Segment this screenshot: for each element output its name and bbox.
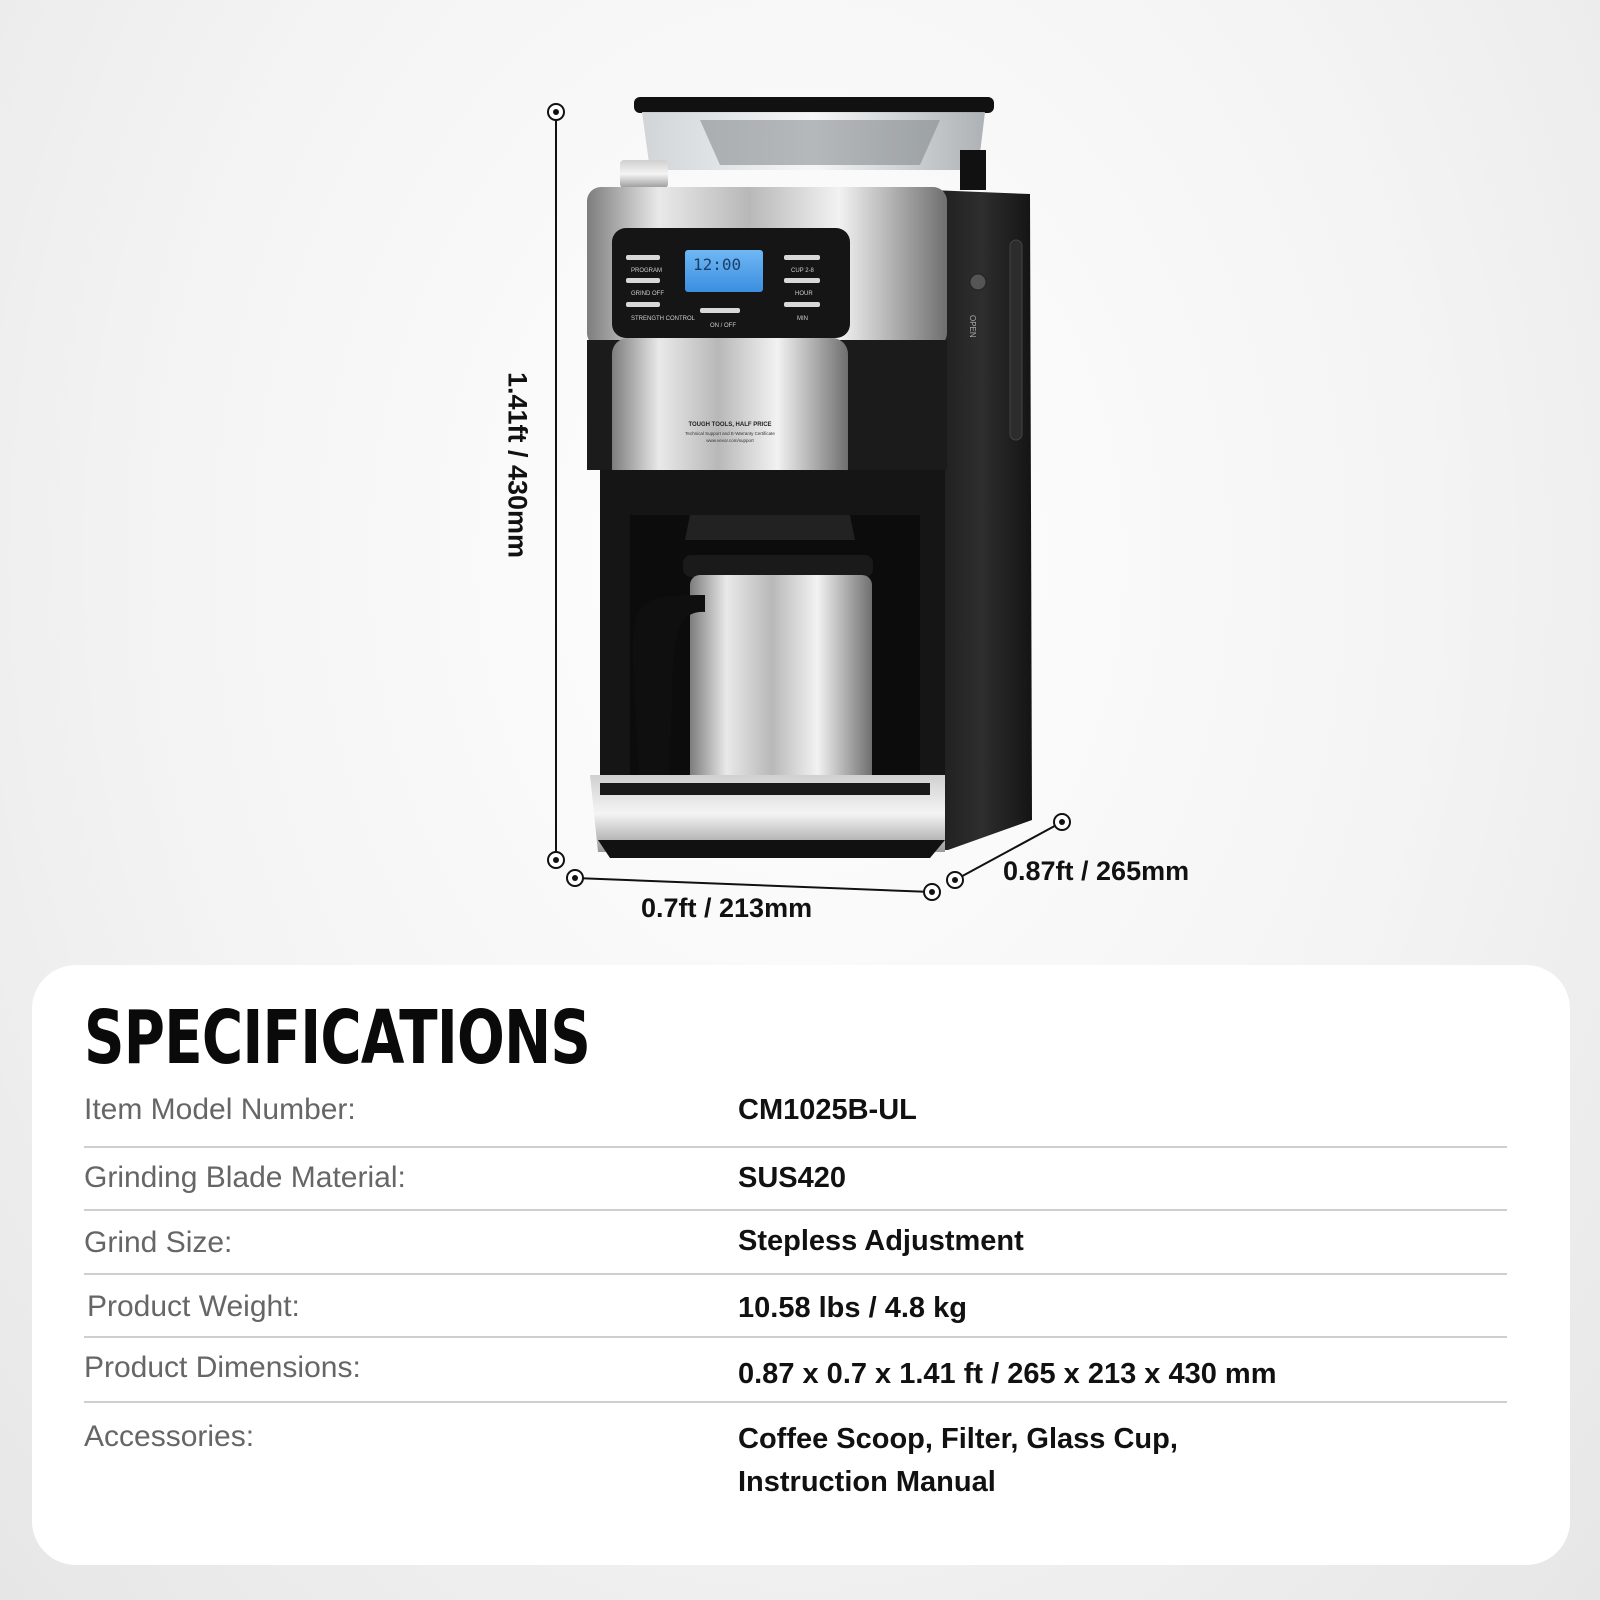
open-label: OPEN <box>968 315 977 338</box>
spec-row-model <box>84 1090 1507 1148</box>
spec-value: 0.87 x 0.7 x 1.41 ft / 265 x 213 x 430 mm <box>738 1358 1277 1390</box>
spec-row-dimensions <box>84 1338 1507 1403</box>
spec-row-accessories <box>84 1403 1507 1513</box>
spec-value: Stepless Adjustment <box>738 1225 1024 1257</box>
slogan: TOUGH TOOLS, HALF PRICE <box>688 422 772 428</box>
slogan-url: www.vevor.com/support <box>706 438 754 443</box>
specifications-card <box>32 965 1570 1565</box>
spec-label: Grinding Blade Material: <box>84 1161 406 1194</box>
spec-row-grind-size <box>84 1211 1507 1275</box>
spec-value: CM1025B-UL <box>738 1094 917 1126</box>
height-dimension-label: 1.41ft / 430mm <box>502 371 533 559</box>
hour-label: HOUR <box>795 291 813 297</box>
width-dimension-label: 0.7ft / 213mm <box>641 893 813 923</box>
hopper-lid <box>634 97 994 113</box>
thermal-carafe <box>690 575 872 785</box>
carafe-lid <box>683 555 873 577</box>
min-label: MIN <box>797 316 808 322</box>
spec-label: Product Dimensions: <box>84 1351 361 1384</box>
specifications-table <box>84 1090 1507 1513</box>
on-off-button <box>700 308 740 313</box>
spec-value: 10.58 lbs / 4.8 kg <box>738 1292 967 1324</box>
spec-value <box>738 1418 1178 1504</box>
depth-dimension-label: 0.87ft / 265mm <box>1003 856 1190 886</box>
spec-value-line-1: Coffee Scoop, Filter, Glass Cup, <box>738 1423 1178 1455</box>
cup-label: CUP 2-8 <box>791 268 814 274</box>
lcd-time: 12:00 <box>693 255 742 274</box>
specifications-title: SPECIFICATIONS <box>84 995 591 1081</box>
grind-dial <box>620 160 668 188</box>
strength-label: STRENGTH CONTROL <box>631 316 696 322</box>
spec-label: Item Model Number: <box>84 1093 356 1126</box>
spec-row-blade <box>84 1148 1507 1211</box>
grind-off-label: GRIND OFF <box>631 291 664 297</box>
open-knob <box>970 274 986 290</box>
spec-row-weight <box>84 1275 1507 1338</box>
spec-value: SUS420 <box>738 1162 847 1194</box>
program-label: PROGRAM <box>631 268 663 274</box>
spec-label: Product Weight: <box>87 1290 300 1323</box>
on-off-label: ON / OFF <box>710 323 736 329</box>
spec-label: Accessories: <box>84 1420 255 1453</box>
spec-label: Grind Size: <box>84 1226 233 1259</box>
slogan-sub: Technical Support and E-Warranty Certificate <box>685 431 775 436</box>
spec-value-line-2: Instruction Manual <box>738 1466 996 1498</box>
